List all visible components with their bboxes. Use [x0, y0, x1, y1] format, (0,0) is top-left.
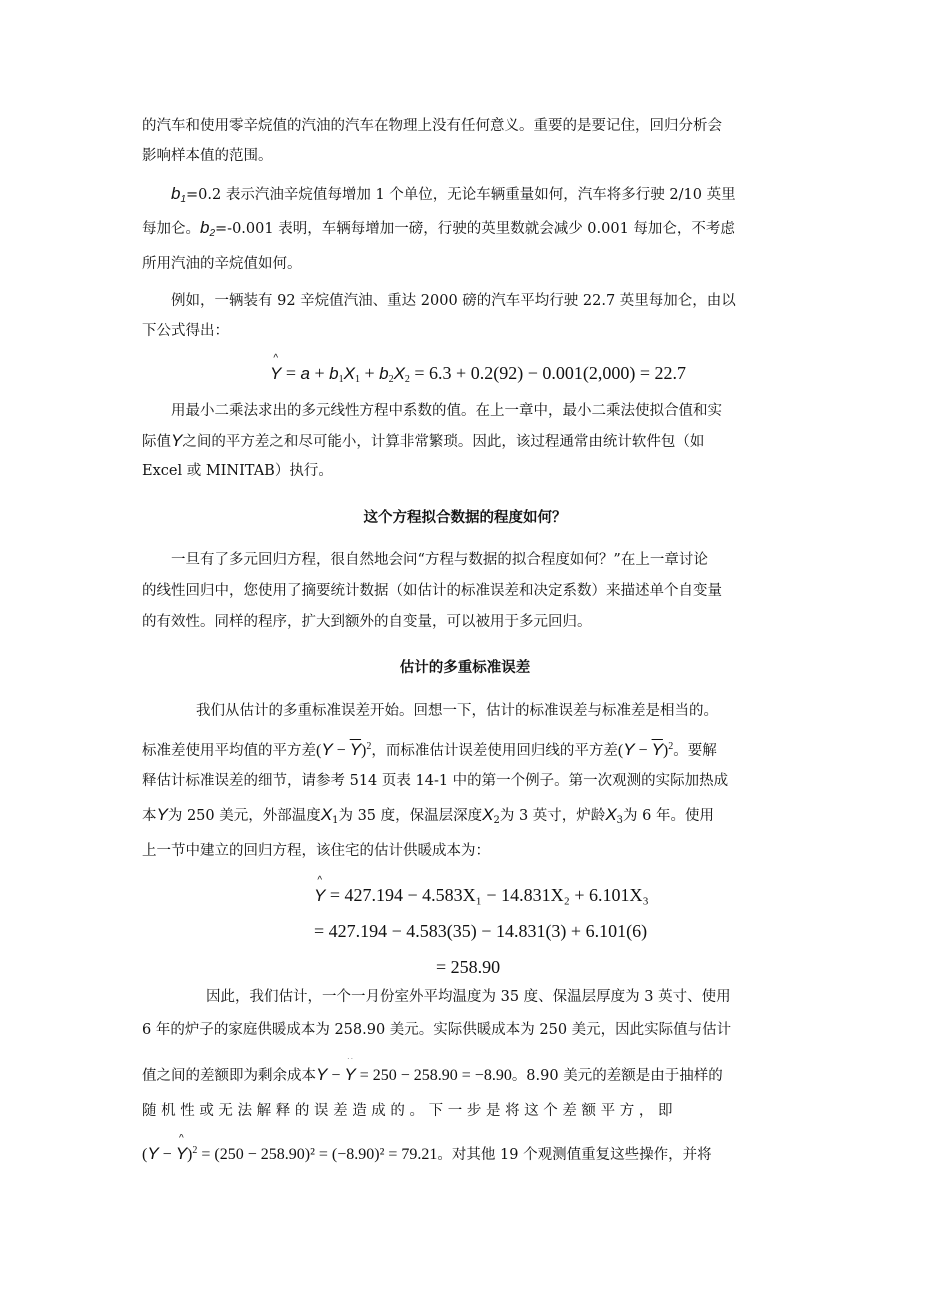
- estimate-equation-line1: ^ Y = 427.194 − 4.583X₁ − 14.831X₂ + 6.101X₃: [314, 878, 649, 912]
- paragraph-line: 际值Y之间的平方差之和尽可能小，计算非常繁琐。因此，该过程通常由统计软件包（如: [142, 431, 705, 450]
- paragraph-line: 的汽车和使用零辛烷值的汽油的汽车在物理上没有任何意义。重要的是要记住，回归分析会: [142, 118, 722, 134]
- paragraph-line: 随 机 性 或 无 法 解 释 的 误 差 造 成 的 。 下 一 步 是 将 这 个 差 额 平 方 ， 即: [142, 1103, 673, 1119]
- paragraph-line: 本Y为 250 美元，外部温度$X_1$为 35 度，保温层深度$X_2$为 3 英寸，炉龄$X_3$为 6 年。使用: [142, 805, 714, 826]
- paragraph-line: 6 年的炉子的家庭供暖成本为 258.90 美元。实际供暖成本为 250 美元，因此实际值与估计: [142, 1022, 732, 1038]
- paragraph-line: 用最小二乘法求出的多元线性方程中系数的值。在上一章中，最小二乘法使拟合值和实: [171, 403, 722, 419]
- paragraph-line: 所用汽油的辛烷值如何。: [142, 256, 302, 272]
- paragraph-line: 影响样本值的范围。: [142, 148, 273, 164]
- paragraph-line: 例如，一辆装有 92 辛烷值汽油、重达 2000 磅的汽车平均行驶 22.7 英里每加仑，由以: [171, 293, 736, 309]
- paragraph-line: 上一节中建立的回归方程，该住宅的估计供暖成本为：: [142, 843, 490, 859]
- coef-b1: $b_1$: [171, 184, 187, 205]
- paragraph-line: 的线性回归中，您使用了摘要统计数据（如估计的标准误差和决定系数）来描述单个自变量: [142, 583, 722, 599]
- coef-b2: $b_2$: [200, 218, 216, 239]
- paragraph-line: 因此，我们估计，一个一月份室外平均温度为 35 度、保温层厚度为 3 英寸、使用: [206, 989, 731, 1005]
- paragraph-line: $b_1=0.2$ 表示汽油辛烷值每增加 1 个单位，无论车辆重量如何，汽车将多行驶 2/10 英里: [171, 184, 736, 205]
- paragraph-line: 标准差使用平均值的平方差$(Y - \overline{Y})^2$，而标准估计误差使用回归线的平方差$(Y - \overline{Y})^2$。要解: [142, 740, 717, 759]
- paragraph-line: 释估计标准误差的细节，请参考 514 页表 14-1 中的第一个例子。第一次观测的实际加热成: [142, 773, 729, 789]
- paragraph-line: 下公式得出：: [142, 323, 229, 339]
- section-heading: 估计的多重标准误差: [399, 660, 531, 676]
- paragraph-line: 我们从估计的多重标准误差开始。回想一下，估计的标准误差与标准差是相当的。: [196, 703, 718, 719]
- paragraph-line: 的有效性。同样的程序，扩大到额外的自变量，可以被用于多元回归。: [142, 614, 592, 630]
- estimate-equation-line2: = 427.194 − 4.583(35) − 14.831(3) + 6.101(6): [314, 921, 648, 941]
- paragraph-line: (Y − ^ Y)$^2$ = (250 − 258.90)² = (−8.90)² = 79.21。对其他 19 个观测值重复这些操作，并将: [142, 1134, 788, 1168]
- paragraph-line: 每加仑。$b_2=-0.001$ 表明，车辆每增加一磅，行驶的英里数就会减少 0.001 每加仑，不考虑: [142, 218, 735, 239]
- paragraph-line: 一旦有了多元回归方程，很自然地会问“方程与数据的拟合程度如何？”在上一章讨论: [171, 552, 708, 568]
- regression-equation: ^ $Y = a + b_1X_1 + b_2X_2 = 6.3 + 0.2(92) - 0.001(2,000) = 22.7$: [270, 356, 686, 390]
- section-heading: 这个方程拟合数据的程度如何？: [363, 510, 567, 526]
- paragraph-line: 值之间的差额即为剩余成本Y − ^ Y = 250 − 258.90 = −8.90。8.90 美元的差额是由于抽样的: [142, 1058, 788, 1092]
- paragraph-line: Excel 或 MINITAB）执行。: [142, 463, 333, 479]
- estimate-equation-line3: = 258.90: [436, 957, 501, 977]
